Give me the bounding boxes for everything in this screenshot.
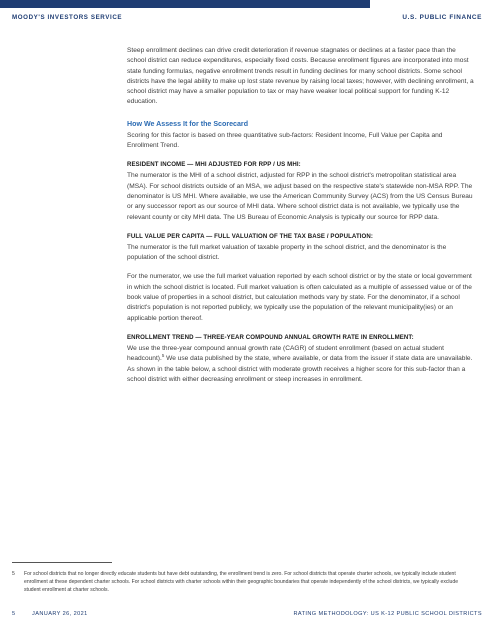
intro-paragraph: Steep enrollment declines can drive credit deterioration if revenue stagnates or declines at a faster pace than the school district can reduce expenditures, especially fixed costs. Because enrollment figures are incorporated into most state funding formulas, negative enrollment trends result in funding declines for many school districts. Some school districts have the legal ability to make up lost state revenue by raising local taxes; however, with declining enrollment, a school district may have a smaller population to tax or may have weaker local political support for funding K-12 education.	[127, 47, 474, 106]
assess-paragraph: Scoring for this factor is based on three quantitative sub-factors: Resident Income, Full Value per Capita and Enrollment Trend.	[127, 131, 443, 150]
footnote-divider	[12, 562, 112, 563]
full-value-heading: FULL VALUE PER CAPITA — FULL VALUATION OF THE TAX BASE / POPULATION:	[127, 232, 374, 240]
footnote-number: 5	[12, 571, 15, 577]
enrollment-paragraph	[127, 344, 475, 385]
enrollment-text-before: We use the three-year compound annual growth rate (CAGR) of student enrollment (based on actual student headcount).	[127, 344, 444, 363]
assess-heading: How We Assess It for the Scorecard	[127, 119, 249, 128]
document-title: RATING METHODOLOGY: US K-12 PUBLIC SCHOOL DISTRICTS	[293, 611, 482, 617]
enrollment-heading: ENROLLMENT TREND — THREE-YEAR COMPOUND ANNUAL GROWTH RATE IN ENROLLMENT:	[127, 333, 414, 341]
page-number: 5	[12, 611, 16, 617]
agency-name: MOODY'S INVESTORS SERVICE	[12, 14, 123, 21]
page-header	[0, 0, 494, 26]
main-content	[127, 46, 475, 394]
footnote-text: For school districts that no longer directly educate students but have debt outstanding, the enrollment trend is zero. For school districts that operate charter schools, we typically include student enrollment at these dependent charter schools. For school districts with charter schools within their geographic boundaries that operate independently of the school districts, we typically exclude student enrollment at charter schools.	[24, 571, 459, 593]
footnote	[12, 570, 472, 594]
enrollment-text-after: We use data published by the state, where available, or data from the issuer if state data are unavailable. As shown in the table below, a school district with moderate growth receives a higher score for this sub-factor than a school district with either decreasing enrollment or steep increases in enrollment.	[127, 355, 473, 383]
footnote-reference[interactable]: 5	[161, 353, 165, 359]
section-name: U.S. PUBLIC FINANCE	[402, 14, 482, 21]
full-value-paragraph-2: For the numerator, we use the full market valuation reported by each school district or by the state or local government in which the school district is located. Full market valuation is often calculated as a multiple of assessed value or of the book value of properties in a school district, but calculation methods vary by state. For the denominator, if a school district's population is not reported publicly, we typically use the population of the relevant municipality(ies) or an applicable portion thereof.	[127, 273, 472, 322]
resident-income-paragraph: The numerator is the MHI of a school district, adjusted for RPP in the school district's metropolitan statistical area (MSA). For school districts outside of an MSA, we adjust based on the respective state's statewide non-MSA RPP. The denominator is US MHI. Where available, we use the American Community Survey (ACS) from the US Census Bureau or any successor report as our source of MHI data. Where school district data is not available, we typically use the relevant county or city MHI data. The US Bureau of Economic Analysis is typically our source for RPP data.	[127, 172, 473, 221]
resident-income-heading: RESIDENT INCOME — MHI ADJUSTED FOR RPP / US MHI:	[127, 161, 301, 169]
header-band	[0, 0, 370, 8]
publication-date: JANUARY 26, 2021	[32, 611, 88, 617]
full-value-paragraph-1: The numerator is the full market valuation of taxable property in the school district, and the denominator is the population of the school district.	[127, 243, 447, 262]
